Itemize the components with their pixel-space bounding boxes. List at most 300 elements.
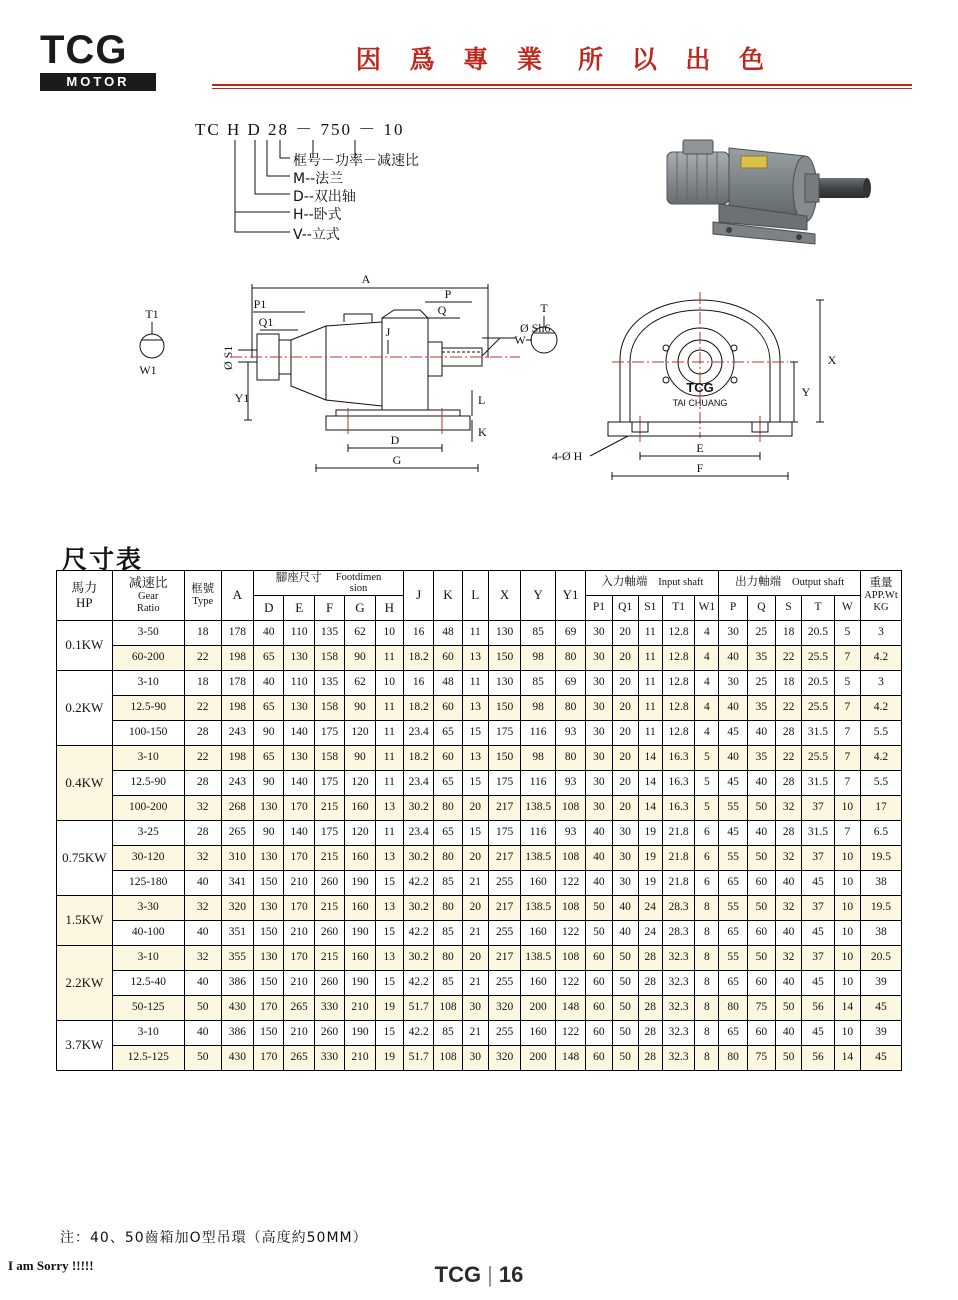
th-y: Y xyxy=(521,571,556,621)
table-row xyxy=(57,671,902,696)
table-cell: 45 xyxy=(860,1046,901,1071)
hp-group-label: 3.7KW xyxy=(57,1021,113,1071)
table-cell: 51.7 xyxy=(403,1046,433,1071)
table-cell: 45 xyxy=(802,921,835,946)
table-cell: 30 xyxy=(586,796,612,821)
table-cell: 140 xyxy=(284,721,314,746)
table-cell: 80 xyxy=(434,946,462,971)
table-cell: 40 xyxy=(612,896,638,921)
table-cell: 430 xyxy=(221,1046,254,1071)
table-cell: 260 xyxy=(314,871,344,896)
table-cell: 11 xyxy=(462,621,488,646)
th-foot-h: H xyxy=(375,596,403,621)
table-cell: 20 xyxy=(612,621,638,646)
table-cell: 50 xyxy=(747,796,775,821)
table-cell: 10 xyxy=(834,921,860,946)
footer-brand: TCG xyxy=(434,1262,482,1287)
table-cell: 13 xyxy=(375,946,403,971)
table-cell: 170 xyxy=(284,946,314,971)
table-cell: 40 xyxy=(184,971,221,996)
table-cell: 28 xyxy=(638,971,662,996)
hp-group-label: 0.4KW xyxy=(57,746,113,821)
table-cell: 7 xyxy=(834,746,860,771)
table-cell: 24 xyxy=(638,896,662,921)
table-cell: 16.3 xyxy=(662,746,695,771)
table-row xyxy=(57,1046,902,1071)
table-cell: 11 xyxy=(375,746,403,771)
table-cell: 8 xyxy=(695,896,719,921)
svg-text:4-Ø H: 4-Ø H xyxy=(552,449,583,463)
table-row xyxy=(57,796,902,821)
table-cell: 217 xyxy=(488,846,521,871)
table-cell: 320 xyxy=(488,1046,521,1071)
table-cell: 50 xyxy=(747,946,775,971)
table-cell: 175 xyxy=(314,721,344,746)
table-row xyxy=(57,871,902,896)
table-cell: 80 xyxy=(555,646,585,671)
svg-text:W1: W1 xyxy=(139,363,157,377)
th-gear-ratio-en2: Ratio xyxy=(136,602,160,614)
table-cell: 6 xyxy=(695,821,719,846)
table-cell: 341 xyxy=(221,871,254,896)
table-cell: 85 xyxy=(521,671,556,696)
table-cell: 40 xyxy=(586,821,612,846)
table-cell: 430 xyxy=(221,996,254,1021)
table-cell: 160 xyxy=(521,921,556,946)
table-row xyxy=(57,696,902,721)
table-cell: 60 xyxy=(747,971,775,996)
th-foot-en2: sion xyxy=(349,583,368,594)
table-cell: 30-120 xyxy=(112,846,184,871)
table-cell: 12.8 xyxy=(662,621,695,646)
table-cell: 60-200 xyxy=(112,646,184,671)
table-cell: 13 xyxy=(462,696,488,721)
table-cell: 15 xyxy=(462,771,488,796)
table-cell: 56 xyxy=(802,996,835,1021)
table-cell: 386 xyxy=(221,1021,254,1046)
table-cell: 21.8 xyxy=(662,821,695,846)
table-cell: 3 xyxy=(860,671,901,696)
slogan xyxy=(215,40,915,76)
table-cell: 28 xyxy=(776,821,802,846)
svg-text:X: X xyxy=(827,353,837,367)
table-cell: 19 xyxy=(638,821,662,846)
table-cell: 135 xyxy=(314,621,344,646)
table-cell: 19.5 xyxy=(860,896,901,921)
table-cell: 31.5 xyxy=(802,821,835,846)
table-cell: 190 xyxy=(345,871,375,896)
table-cell: 75 xyxy=(747,1046,775,1071)
th-hp-line2: HP xyxy=(75,594,93,610)
table-cell: 21 xyxy=(462,871,488,896)
svg-text:E: E xyxy=(696,441,704,455)
table-cell: 50 xyxy=(612,1046,638,1071)
table-cell: 22 xyxy=(184,646,221,671)
th-in-s1: S1 xyxy=(638,596,662,621)
th-foot-group xyxy=(254,571,404,596)
table-cell: 60 xyxy=(586,996,612,1021)
table-cell: 210 xyxy=(284,921,314,946)
table-cell: 255 xyxy=(488,971,521,996)
svg-text:A: A xyxy=(361,272,371,286)
table-cell: 14 xyxy=(834,1046,860,1071)
table-cell: 175 xyxy=(314,821,344,846)
table-row xyxy=(57,896,902,921)
table-cell: 37 xyxy=(802,896,835,921)
table-cell: 45 xyxy=(719,821,747,846)
th-foot-e: E xyxy=(284,596,314,621)
table-cell: 60 xyxy=(586,1021,612,1046)
table-cell: 12.8 xyxy=(662,646,695,671)
table-cell: 25.5 xyxy=(802,646,835,671)
table-cell: 65 xyxy=(719,1021,747,1046)
table-cell: 265 xyxy=(284,996,314,1021)
table-cell: 60 xyxy=(586,971,612,996)
model-label-1: M--法兰 xyxy=(293,171,344,187)
table-cell: 138.5 xyxy=(521,896,556,921)
table-cell: 12.8 xyxy=(662,671,695,696)
table-cell: 35 xyxy=(747,746,775,771)
table-cell: 25 xyxy=(747,621,775,646)
table-cell: 170 xyxy=(284,796,314,821)
table-cell: 198 xyxy=(221,746,254,771)
table-cell: 6 xyxy=(695,871,719,896)
table-cell: 12.8 xyxy=(662,721,695,746)
th-out-p: P xyxy=(719,596,747,621)
table-cell: 30.2 xyxy=(403,796,433,821)
table-cell: 65 xyxy=(719,871,747,896)
table-cell: 19.5 xyxy=(860,846,901,871)
table-cell: 150 xyxy=(488,696,521,721)
table-cell: 69 xyxy=(555,671,585,696)
table-cell: 3-25 xyxy=(112,821,184,846)
table-cell: 90 xyxy=(345,746,375,771)
logo-text: TCG xyxy=(40,28,128,72)
table-cell: 160 xyxy=(345,796,375,821)
table-cell: 148 xyxy=(555,1046,585,1071)
table-row xyxy=(57,996,902,1021)
table-cell: 45 xyxy=(719,771,747,796)
table-cell: 10 xyxy=(375,621,403,646)
table-cell: 150 xyxy=(488,746,521,771)
table-cell: 38 xyxy=(860,921,901,946)
table-cell: 20 xyxy=(612,796,638,821)
table-cell: 158 xyxy=(314,746,344,771)
th-type-cn: 框號 xyxy=(191,582,215,595)
th-weight-cn: 重量 xyxy=(869,576,893,589)
table-cell: 15 xyxy=(375,1021,403,1046)
table-cell: 10 xyxy=(375,671,403,696)
table-cell: 10 xyxy=(834,871,860,896)
table-cell: 60 xyxy=(434,746,462,771)
table-cell: 130 xyxy=(254,946,284,971)
table-cell: 4.2 xyxy=(860,696,901,721)
header-rule-bottom xyxy=(212,88,912,89)
table-cell: 22 xyxy=(184,696,221,721)
table-cell: 7 xyxy=(834,821,860,846)
svg-text:Y: Y xyxy=(801,385,811,399)
table-cell: 3-30 xyxy=(112,896,184,921)
table-cell: 40 xyxy=(776,1021,802,1046)
table-cell: 320 xyxy=(488,996,521,1021)
table-cell: 45 xyxy=(802,971,835,996)
table-cell: 45 xyxy=(802,1021,835,1046)
th-out-t: T xyxy=(802,596,835,621)
table-cell: 4 xyxy=(695,696,719,721)
table-cell: 50 xyxy=(776,996,802,1021)
svg-text:K: K xyxy=(478,425,487,439)
table-cell: 16.3 xyxy=(662,796,695,821)
table-cell: 50 xyxy=(612,996,638,1021)
table-cell: 40 xyxy=(612,921,638,946)
th-out-s: S xyxy=(776,596,802,621)
table-cell: 28 xyxy=(184,721,221,746)
table-cell: 116 xyxy=(521,771,556,796)
logo-subtitle: MOTOR xyxy=(40,73,156,91)
table-cell: 32 xyxy=(184,896,221,921)
table-cell: 170 xyxy=(284,846,314,871)
table-cell: 138.5 xyxy=(521,846,556,871)
table-cell: 200 xyxy=(521,996,556,1021)
table-cell: 5 xyxy=(695,771,719,796)
table-cell: 5 xyxy=(834,671,860,696)
table-cell: 158 xyxy=(314,646,344,671)
table-cell: 12.5-40 xyxy=(112,971,184,996)
table-cell: 32 xyxy=(776,896,802,921)
table-cell: 122 xyxy=(555,871,585,896)
th-output-en: Output shaft xyxy=(792,577,845,589)
table-cell: 62 xyxy=(345,621,375,646)
table-cell: 108 xyxy=(555,896,585,921)
table-cell: 85 xyxy=(434,871,462,896)
th-weight-unit: KG xyxy=(873,602,889,614)
table-cell: 21 xyxy=(462,971,488,996)
th-input-group xyxy=(586,571,719,596)
table-cell: 20 xyxy=(612,671,638,696)
table-cell: 215 xyxy=(314,846,344,871)
table-cell: 130 xyxy=(284,746,314,771)
th-gear-ratio xyxy=(112,571,184,621)
th-foot-en1: Footdimen xyxy=(335,571,382,583)
table-cell: 198 xyxy=(221,696,254,721)
table-cell: 20 xyxy=(612,696,638,721)
th-k: K xyxy=(434,571,462,621)
table-cell: 13 xyxy=(375,896,403,921)
table-cell: 19 xyxy=(375,996,403,1021)
table-cell: 18.2 xyxy=(403,696,433,721)
watermark-text: I am Sorry !!!!! xyxy=(8,1258,94,1273)
table-cell: 10 xyxy=(834,896,860,921)
table-cell: 3-10 xyxy=(112,946,184,971)
table-row xyxy=(57,846,902,871)
footer-divider: | xyxy=(487,1262,493,1287)
th-foot-g: G xyxy=(345,596,375,621)
table-cell: 5 xyxy=(834,621,860,646)
table-row xyxy=(57,746,902,771)
table-cell: 51.7 xyxy=(403,996,433,1021)
table-cell: 56 xyxy=(802,1046,835,1071)
page-footer xyxy=(0,1262,958,1288)
table-cell: 40 xyxy=(747,771,775,796)
table-cell: 50 xyxy=(586,921,612,946)
table-header-row-1 xyxy=(57,571,902,596)
th-j: J xyxy=(403,571,433,621)
table-cell: 116 xyxy=(521,821,556,846)
table-cell: 11 xyxy=(375,771,403,796)
table-cell: 40 xyxy=(776,921,802,946)
table-cell: 130 xyxy=(284,646,314,671)
table-cell: 30.2 xyxy=(403,946,433,971)
table-cell: 65 xyxy=(434,821,462,846)
table-cell: 40 xyxy=(747,721,775,746)
table-cell: 98 xyxy=(521,646,556,671)
dimension-table xyxy=(56,570,902,1071)
page-number: 16 xyxy=(498,1262,524,1287)
th-in-q1: Q1 xyxy=(612,596,638,621)
table-cell: 150 xyxy=(488,646,521,671)
table-cell: 31.5 xyxy=(802,771,835,796)
table-cell: 50 xyxy=(747,846,775,871)
table-cell: 125-180 xyxy=(112,871,184,896)
table-row xyxy=(57,721,902,746)
table-cell: 130 xyxy=(254,896,284,921)
table-cell: 10 xyxy=(834,971,860,996)
table-cell: 32 xyxy=(184,796,221,821)
table-cell: 32 xyxy=(776,946,802,971)
table-cell: 8 xyxy=(695,1021,719,1046)
table-cell: 178 xyxy=(221,621,254,646)
table-cell: 190 xyxy=(345,971,375,996)
th-gear-ratio-en1: Gear xyxy=(138,590,159,602)
svg-text:T1: T1 xyxy=(145,307,159,321)
table-row xyxy=(57,771,902,796)
table-cell: 130 xyxy=(488,621,521,646)
table-cell: 65 xyxy=(254,696,284,721)
table-cell: 20 xyxy=(462,796,488,821)
th-input-en: Input shaft xyxy=(658,577,704,589)
table-cell: 50 xyxy=(612,1021,638,1046)
table-cell: 175 xyxy=(488,721,521,746)
table-cell: 7 xyxy=(834,696,860,721)
table-cell: 60 xyxy=(747,871,775,896)
table-cell: 14 xyxy=(638,796,662,821)
th-foot-cn: 腳座尺寸 xyxy=(275,571,322,584)
table-cell: 30 xyxy=(719,621,747,646)
table-cell: 28.3 xyxy=(662,896,695,921)
table-cell: 11 xyxy=(638,621,662,646)
table-cell: 50 xyxy=(776,1046,802,1071)
table-cell: 39 xyxy=(860,971,901,996)
table-cell: 120 xyxy=(345,821,375,846)
table-cell: 108 xyxy=(434,996,462,1021)
table-cell: 30.2 xyxy=(403,846,433,871)
table-cell: 122 xyxy=(555,971,585,996)
table-cell: 28 xyxy=(638,1046,662,1071)
table-cell: 12.5-125 xyxy=(112,1046,184,1071)
table-cell: 90 xyxy=(254,821,284,846)
table-cell: 32 xyxy=(776,796,802,821)
table-cell: 55 xyxy=(719,896,747,921)
table-cell: 50 xyxy=(184,1046,221,1071)
table-cell: 32.3 xyxy=(662,1046,695,1071)
table-cell: 6.5 xyxy=(860,821,901,846)
table-cell: 98 xyxy=(521,746,556,771)
table-cell: 148 xyxy=(555,996,585,1021)
svg-text:T: T xyxy=(540,301,548,315)
table-cell: 80 xyxy=(555,696,585,721)
table-cell: 10 xyxy=(834,946,860,971)
svg-text:P: P xyxy=(444,287,452,301)
table-cell: 138.5 xyxy=(521,796,556,821)
table-cell: 80 xyxy=(555,746,585,771)
table-body xyxy=(57,621,902,1071)
table-cell: 93 xyxy=(555,771,585,796)
table-cell: 175 xyxy=(314,771,344,796)
table-cell: 217 xyxy=(488,796,521,821)
th-input-cn: 入力軸端 xyxy=(601,576,648,589)
th-hp-line1: 馬力 xyxy=(71,579,98,595)
table-cell: 116 xyxy=(521,721,556,746)
table-cell: 3-10 xyxy=(112,746,184,771)
table-cell: 265 xyxy=(221,821,254,846)
table-cell: 330 xyxy=(314,1046,344,1071)
table-cell: 5 xyxy=(695,746,719,771)
table-cell: 21 xyxy=(462,921,488,946)
table-cell: 30 xyxy=(612,821,638,846)
dimension-table-wrapper xyxy=(56,570,902,1071)
table-cell: 40 xyxy=(719,646,747,671)
hp-group-label: 2.2KW xyxy=(57,946,113,1021)
model-code-text: TC H D 28 － 750 － 10 xyxy=(195,120,405,139)
table-cell: 175 xyxy=(488,821,521,846)
table-cell: 130 xyxy=(254,796,284,821)
table-cell: 108 xyxy=(434,1046,462,1071)
table-cell: 15 xyxy=(375,871,403,896)
table-cell: 108 xyxy=(555,846,585,871)
svg-text:J: J xyxy=(385,325,391,339)
table-cell: 15 xyxy=(462,721,488,746)
th-foot-f: F xyxy=(314,596,344,621)
table-cell: 37 xyxy=(802,946,835,971)
table-cell: 11 xyxy=(462,671,488,696)
table-cell: 243 xyxy=(221,721,254,746)
table-cell: 260 xyxy=(314,971,344,996)
table-cell: 5 xyxy=(695,796,719,821)
gearbox-photo xyxy=(655,130,885,265)
table-cell: 90 xyxy=(345,696,375,721)
th-a: A xyxy=(221,571,254,621)
table-cell: 268 xyxy=(221,796,254,821)
table-cell: 6 xyxy=(695,846,719,871)
table-cell: 3-50 xyxy=(112,621,184,646)
table-cell: 170 xyxy=(254,996,284,1021)
table-cell: 22 xyxy=(776,746,802,771)
table-cell: 45 xyxy=(860,996,901,1021)
model-label-3: H--卧式 xyxy=(293,207,342,223)
table-cell: 12.8 xyxy=(662,696,695,721)
table-cell: 28 xyxy=(638,996,662,1021)
table-cell: 108 xyxy=(555,796,585,821)
table-cell: 8 xyxy=(695,921,719,946)
table-cell: 37 xyxy=(802,846,835,871)
table-cell: 22 xyxy=(776,646,802,671)
table-cell: 150 xyxy=(254,971,284,996)
table-head xyxy=(57,571,902,621)
table-cell: 45 xyxy=(802,871,835,896)
table-cell: 18 xyxy=(184,621,221,646)
th-foot-d: D xyxy=(254,596,284,621)
table-cell: 85 xyxy=(521,621,556,646)
